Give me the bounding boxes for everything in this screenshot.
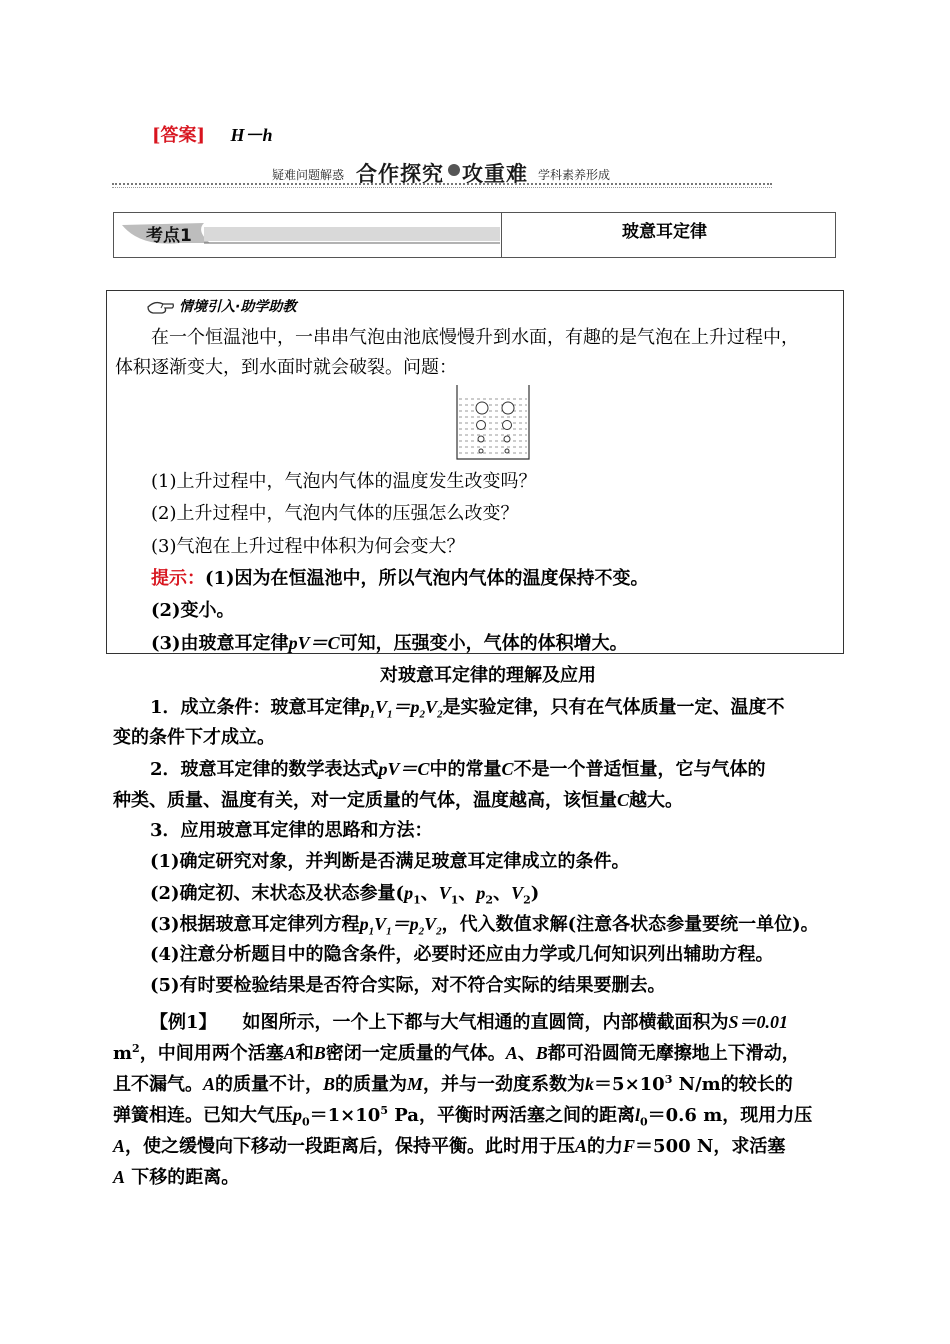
topic-divider [501,213,502,257]
example-text-2e: 都可沿圆筒无摩擦地上下滑动， [547,1043,800,1064]
example-text-5a: ，使之缓慢向下移动一段距离后，保持平衡。此时用于压 [125,1136,576,1157]
point-2-text-a: 2．玻意耳定律的数学表达式 [150,759,379,780]
point-2-var-c-2: C [617,790,630,810]
example-text-3f: N/m的较长的 [678,1074,793,1095]
hint-label: 提示： [151,568,205,589]
step-5: (5)有时要检验结果是否符合实际，对不符合实际的结果要删去。 [150,975,666,996]
step-2-params: p [404,883,414,903]
point-2-text-d: 不是一个普适恒量，它与气体的 [513,759,766,780]
answer-value: H－h [230,125,273,145]
header-divider-icon [448,164,460,176]
step-4: (4)注意分析题目中的隐含条件，必要时还应由力学或几何知识列出辅助方程。 [150,944,774,965]
answer-line [152,124,273,147]
example-text-1: 如图所示，一个上下都与大气相通的直圆筒，内部横截面积为 [242,1012,729,1033]
point-2-line-2 [113,789,683,812]
example-line-6: A 下移的距离。 [113,1167,240,1188]
point-1-line-1 [150,696,785,719]
example-line-1 [150,1011,788,1034]
section-header-right: 学科素养形成 [538,168,611,182]
step-3 [150,913,819,936]
example-text-3d: ，并与一劲度系数为 [423,1074,586,1095]
step-3-text-b: ，代入数值求解(注意各状态参量要统一单位)。 [441,914,819,935]
point-1-text-a: 1．成立条件：玻意耳定律 [150,697,361,718]
example-text-2c: 和 [295,1043,314,1064]
point-1-formula: $p_1V_1=p_2V_2$ [360,697,443,721]
example-text-2b: ，中间用两个活塞 [139,1043,284,1064]
topic-tag: 考点1 [146,226,192,246]
example-area-value: S＝0.01 [728,1012,789,1032]
hint-1-line [151,568,649,590]
example-text-3e: ＝5×10 [594,1074,665,1095]
question-3: (3)气泡在上升过程中体积为何会变大？ [151,536,465,557]
point-2-text-f: 越大。 [629,790,684,811]
question-1: (1)上升过程中，气泡内气体的温度发生改变吗？ [151,471,537,492]
scenario-header: 情境引入·助学助教 [179,299,297,315]
hint-3-formula: pV＝C [288,633,340,653]
example-label: 【例1】 [150,1012,217,1033]
topic-table [113,212,836,258]
example-text-4c: Pa，平衡时两活塞之间的距离 [394,1105,635,1126]
question-2: (2)上升过程中，气泡内气体的压强怎么改变？ [151,503,519,524]
hint-3-pre: (3)由玻意耳定律 [151,633,289,654]
step-3-text-a: (3)根据玻意耳定律列方程 [150,914,360,935]
scenario-intro-2: 体积逐渐变大，到水面时就会破裂。问题： [115,357,457,378]
example-line-3: 且不漏气。A的质量不计，B的质量为M，并与一劲度系数为$k=5\times 10^3$ N/m的较长的 [113,1073,793,1095]
step-2-text: (2)确定初、末状态及状态参量( [150,883,405,904]
point-3: 3．应用玻意耳定律的思路和方法： [150,820,433,841]
answer-label: [答案] [152,125,206,146]
topic-title: 玻意耳定律 [622,222,707,242]
example-text-6: 下移的距离。 [131,1167,240,1188]
example-text-5c: ＝500 N，求活塞 [635,1136,786,1157]
point-2-text-b: 中的常量 [429,759,502,780]
example-text-5b: 的力 [587,1136,624,1157]
scenario-box [106,290,844,654]
example-text-3b: 的质量不计， [215,1074,324,1095]
section-header-left: 疑难问题解惑 [272,168,345,182]
point-1-text-b: 是实验定律，只有在气体质量一定、温度不 [442,697,785,718]
section-header-band [112,156,772,188]
hint-2: (2)变小。 [151,600,235,621]
example-text-4a: 弹簧相连。已知大气压 [113,1105,293,1126]
topic-tag-area [120,221,500,246]
example-text-3a: 且不漏气。 [113,1074,203,1095]
example-line-5: A，使之缓慢向下移动一段距离后，保持平衡。此时用于压A的力F＝500 N，求活塞 [113,1136,786,1157]
hand-pointer-icon [147,298,175,314]
hint-3-post: 可知，压强变小，气体的体积增大。 [339,633,628,654]
example-line-4: 弹簧相连。已知大气压$p_0=1\times 10^5$ Pa，平衡时两活塞之间的距离$l_0=0.6$ m，现用力压 [113,1104,813,1129]
point-2-line-1 [150,758,766,781]
point-1-line-2: 变的条件下才成立。 [113,727,275,748]
section-header-title-2: 攻重难 [462,162,528,186]
step-3-formula: $p_1V_1=p_2V_2$ [359,914,442,938]
section-header-title-1: 合作探究 [356,162,444,186]
step-2: (2)确定初、末状态及状态参量($p_1$、$V_1$、$p_2$、$V_2$) [150,883,540,907]
example-text-2d: 密闭一定质量的气体。 [325,1043,506,1064]
header-rule-top [112,183,772,185]
example-text-4d: ＝0.6 m，现用力压 [647,1105,813,1126]
step-1: (1)确定研究对象，并判断是否满足玻意耳定律成立的条件。 [150,851,630,872]
header-rule-bottom [112,187,772,188]
scenario-intro-1: 在一个恒温池中，一串串气泡由池底慢慢升到水面，有趣的是气泡在上升过程中， [151,327,799,348]
subsection-title: 对玻意耳定律的理解及应用 [380,665,596,686]
example-text-3c: 的质量为 [335,1074,408,1095]
point-2-text-e: 种类、质量、温度有关，对一定质量的气体，温度越高，该恒量 [113,790,617,811]
hint-3-line [151,632,628,655]
point-2-var-c: C [501,759,514,779]
example-line-2: $m^2$，中间用两个活塞A和B密闭一定质量的气体。A、B都可沿圆筒无摩擦地上下滑动， [113,1042,800,1064]
example-unit-m: m [113,1043,133,1064]
hint-1: (1)因为在恒温池中，所以气泡内气体的温度保持不变。 [205,568,649,589]
beaker-bubbles-illustration [455,385,531,461]
point-2-formula: pV＝C [378,759,430,779]
example-text-4b: ＝1×10 [309,1105,381,1126]
